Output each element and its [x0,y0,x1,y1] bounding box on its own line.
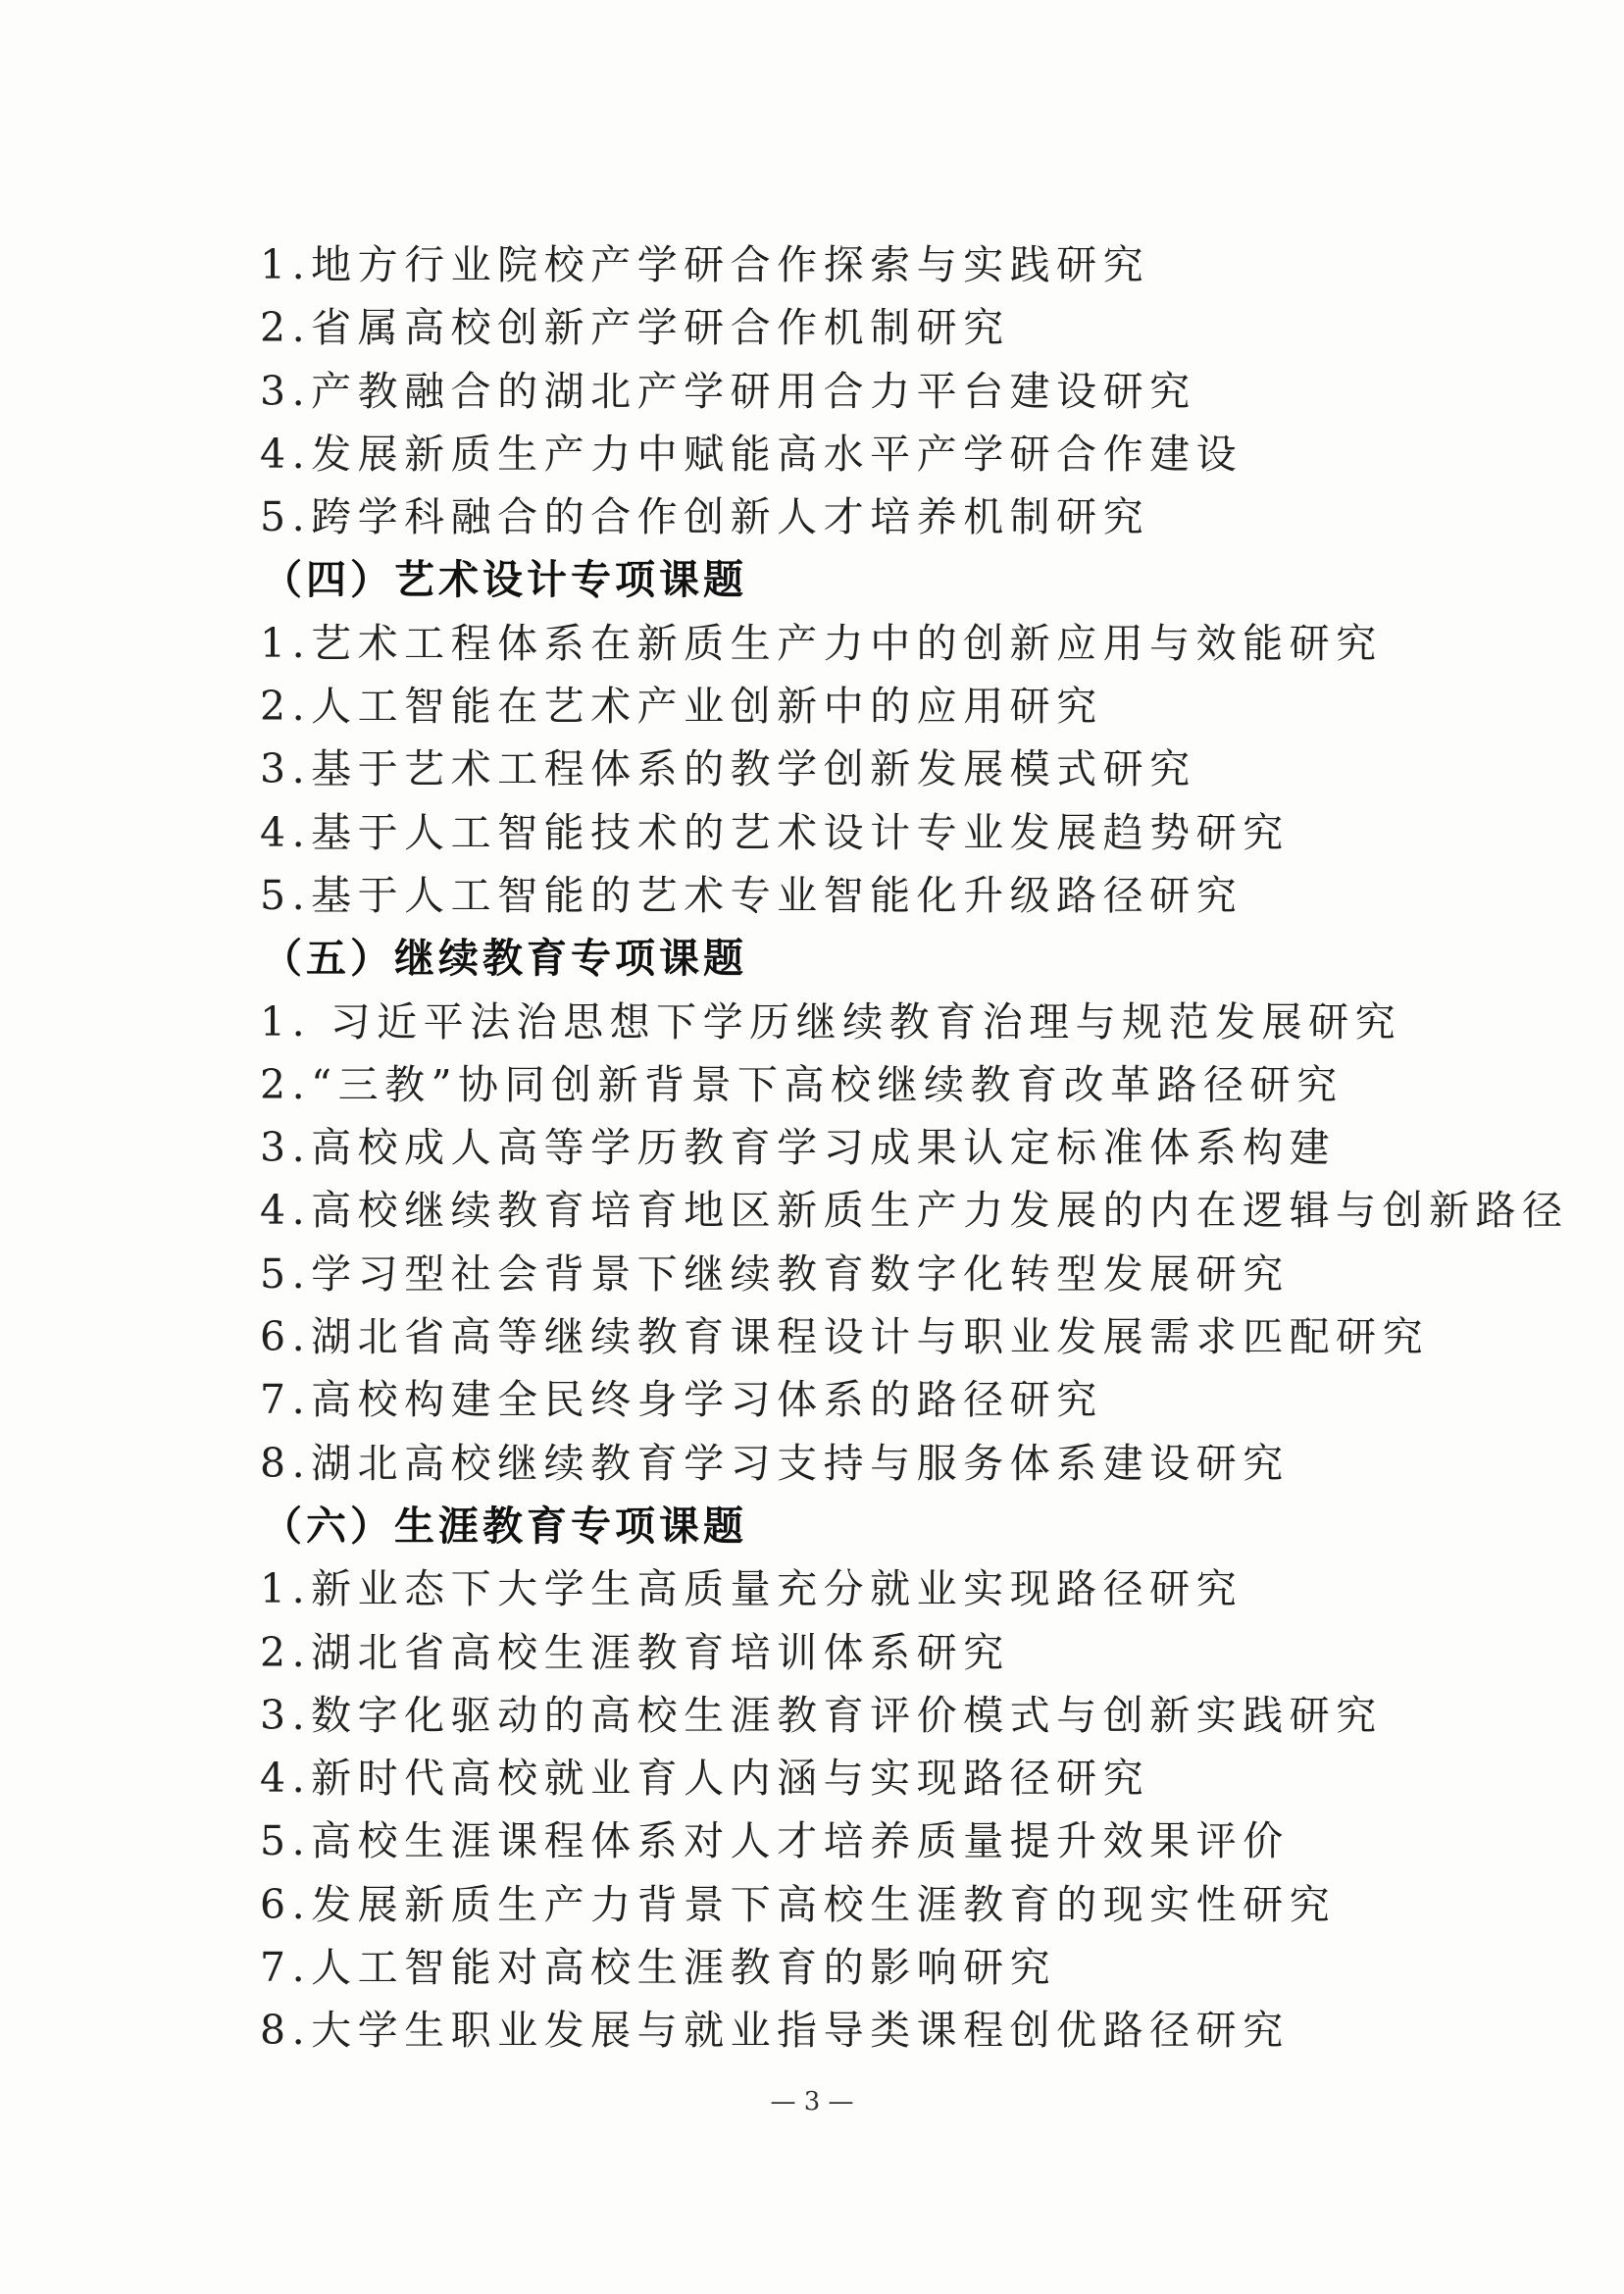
section-heading: （五）继续教育专项课题 [262,935,747,983]
section-career-education [260,1495,1417,2063]
list-item: 1. 习近平法治思想下学历继续教育治理与规范发展研究 [260,997,1402,1045]
list-item: 8.湖北高校继续教育学习支持与服务体系建设研究 [260,1439,1290,1487]
section-heading: （四）艺术设计专项课题 [262,556,747,604]
section-continuing-education [260,927,1569,1495]
section-continued-items [260,233,1417,548]
list-item: 6.湖北省高等继续教育课程设计与职业发展需求匹配研究 [260,1313,1430,1361]
list-item: 2.人工智能在艺术产业创新中的应用研究 [260,683,1103,731]
list-item: 3.数字化驱动的高校生涯教育评价模式与创新实践研究 [260,1691,1383,1739]
list-item: 4.基于人工智能技术的艺术设计专业发展趋势研究 [260,808,1290,856]
page-number: — 3 — [770,2087,854,2116]
list-item: 5.跨学科融合的合作创新人才培养机制研究 [260,493,1150,541]
list-item: 6.发展新质生产力背景下高校生涯教育的现实性研究 [260,1880,1337,1928]
list-item: 3.高校成人高等学历教育学习成果认定标准体系构建 [260,1124,1337,1172]
list-item: 1.艺术工程体系在新质生产力中的创新应用与效能研究 [260,619,1383,667]
list-item: 7.高校构建全民终身学习体系的路径研究 [260,1376,1103,1424]
list-item: 2.“三教”协同创新背景下高校继续教育改革路径研究 [260,1060,1344,1108]
list-item: 5.基于人工智能的艺术专业智能化升级路径研究 [260,871,1243,919]
list-item: 1.新业态下大学生高质量充分就业实现路径研究 [260,1565,1243,1613]
document-body [260,233,1569,2063]
list-item: 2.湖北省高校生涯教育培训体系研究 [260,1628,1010,1676]
list-item: 5.学习型社会背景下继续教育数字化转型发展研究 [260,1249,1290,1298]
list-item: 2.省属高校创新产学研合作机制研究 [260,304,1010,352]
list-item: 3.产教融合的湖北产学研用合力平台建设研究 [260,367,1196,415]
list-item: 4.新时代高校就业育人内涵与实现路径研究 [260,1755,1150,1803]
list-item: 4.高校继续教育培育地区新质生产力发展的内在逻辑与创新路径 [260,1187,1569,1235]
list-item: 3.基于艺术工程体系的教学创新发展模式研究 [260,745,1196,793]
list-item: 4.发展新质生产力中赋能高水平产学研合作建设 [260,430,1243,478]
section-art-design [260,548,1417,927]
list-item: 5.高校生涯课程体系对人才培养质量提升效果评价 [260,1817,1290,1865]
list-item: 8.大学生职业发展与就业指导类课程创优路径研究 [260,2007,1290,2055]
list-item: 7.人工智能对高校生涯教育的影响研究 [260,1944,1057,1992]
list-item: 1.地方行业院校产学研合作探索与实践研究 [260,241,1150,288]
section-heading: （六）生涯教育专项课题 [262,1502,747,1550]
